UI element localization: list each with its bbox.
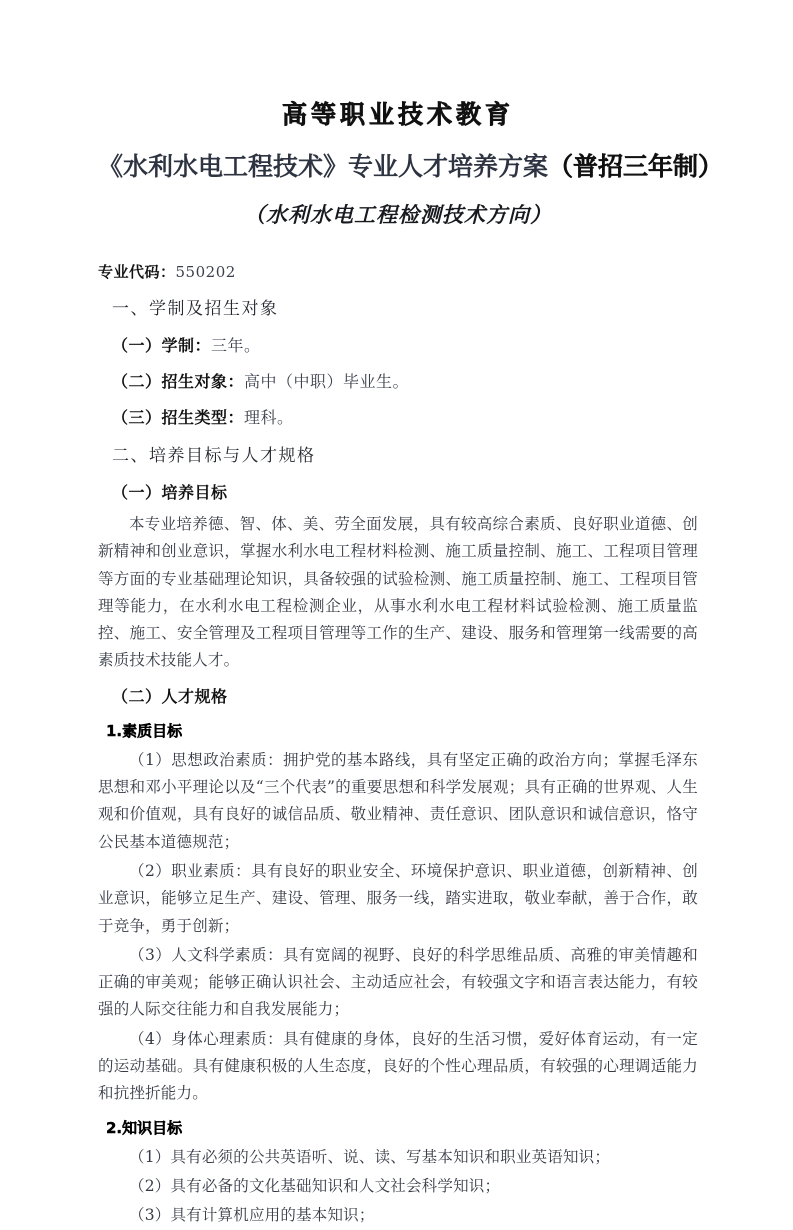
section-one-item-1 <box>98 324 698 360</box>
page-title-main: 高等职业技术教育 <box>281 100 514 129</box>
section-one-item-1-value: 三年。 <box>211 336 261 355</box>
knowledge-goal-item-2: （2）具有必备的文化基础知识和人文社会科学知识； <box>129 1176 501 1195</box>
section-one-item-3 <box>98 396 698 432</box>
section-one-item-1-label: （一）学制： <box>112 336 212 355</box>
page-title-subject-emphasis: （普招三年制） <box>548 152 724 181</box>
section-heading-two: 二、培养目标与人才规格 <box>112 446 316 466</box>
section-two-sub-one-heading: （一）培养目标 <box>112 483 228 502</box>
quality-goal-item-3: （3）人文科学素质：具有宽阔的视野、良好的科学思维品质、高雅的审美情趣和正确的审美观；能够正确认识社会、主动适应社会，有较强文字和语言表达能力，有较强的人际交往能力和自我发展能力； <box>98 945 698 1019</box>
section-two-sub-two-heading: （二）人才规格 <box>112 686 228 706</box>
section-one-item-3-label: （三）招生类型： <box>112 408 245 427</box>
quality-goal-item-4: （4）身体心理素质：具有健康的身体，良好的生活习惯，爱好体育运动，有一定的运动基础。具有健康积极的人生态度，良好的个性心理品质，有较强的心理调适能力和抗挫折能力。 <box>98 1029 698 1103</box>
training-objective-paragraph: 本专业培养德、智、体、美、劳全面发展，具有较高综合素质、良好职业道德、创新精神和创业意识，掌握水利水电工程材料检测、施工质量控制、施工、工程项目管理等方面的专业基础理论知识，具备较强的试验检测、施工质量控制、施工、工程项目管理等能力，在水利水电工程检测企业，从事水利水电工程材料试验检测、施工质量监控、施工、安全管理及工程项目管理等工作的生产、建设、服务和管理第一线需要的高素质技术技能人才。 <box>98 515 698 670</box>
section-one-item-3-value: 理科。 <box>244 408 294 427</box>
section-one-item-2-value: 高中（中职）毕业生。 <box>244 372 410 391</box>
document-content <box>98 0 724 1230</box>
page-title-subject <box>98 130 724 183</box>
section-heading-one: 一、学制及招生对象 <box>112 299 279 319</box>
quality-goal-item-1: （1）思想政治素质：拥护党的基本路线，具有坚定正确的政治方向；掌握毛泽东思想和邓小平理论以及“三个代表”的重要思想和科学发展观；具有正确的世界观、人生观和价值观，具有良好的诚信品质、敬业精神、责任意识、团队意识和诚信意识，恪守公民基本道德规范； <box>98 750 698 851</box>
knowledge-goals-heading: 2.知识目标 <box>106 1118 183 1137</box>
major-code-line <box>98 229 698 285</box>
major-code-value: 550202 <box>175 263 236 281</box>
page-title-direction: （水利水电工程检测技术方向） <box>244 202 552 227</box>
page-title-subject-plain: 《水利水电工程技术》专业人才培养方案 <box>98 152 549 181</box>
section-one-item-2 <box>98 360 698 396</box>
quality-goal-item-2: （2）职业素质：具有良好的职业安全、环境保护意识、职业道德，创新精神、创业意识，能够立足生产、建设、管理、服务一线，踏实进取，敬业奉献，善于合作，敢于竞争，勇于创新； <box>98 861 698 935</box>
section-one-item-2-label: （二）招生对象： <box>112 372 245 391</box>
major-code-label: 专业代码： <box>98 263 176 281</box>
knowledge-goal-item-3: （3）具有计算机应用的基本知识； <box>129 1206 375 1225</box>
knowledge-goal-item-1: （1）具有必须的公共英语听、说、读、写基本知识和职业英语知识； <box>129 1147 611 1166</box>
quality-goals-heading: 1.素质目标 <box>106 721 183 740</box>
